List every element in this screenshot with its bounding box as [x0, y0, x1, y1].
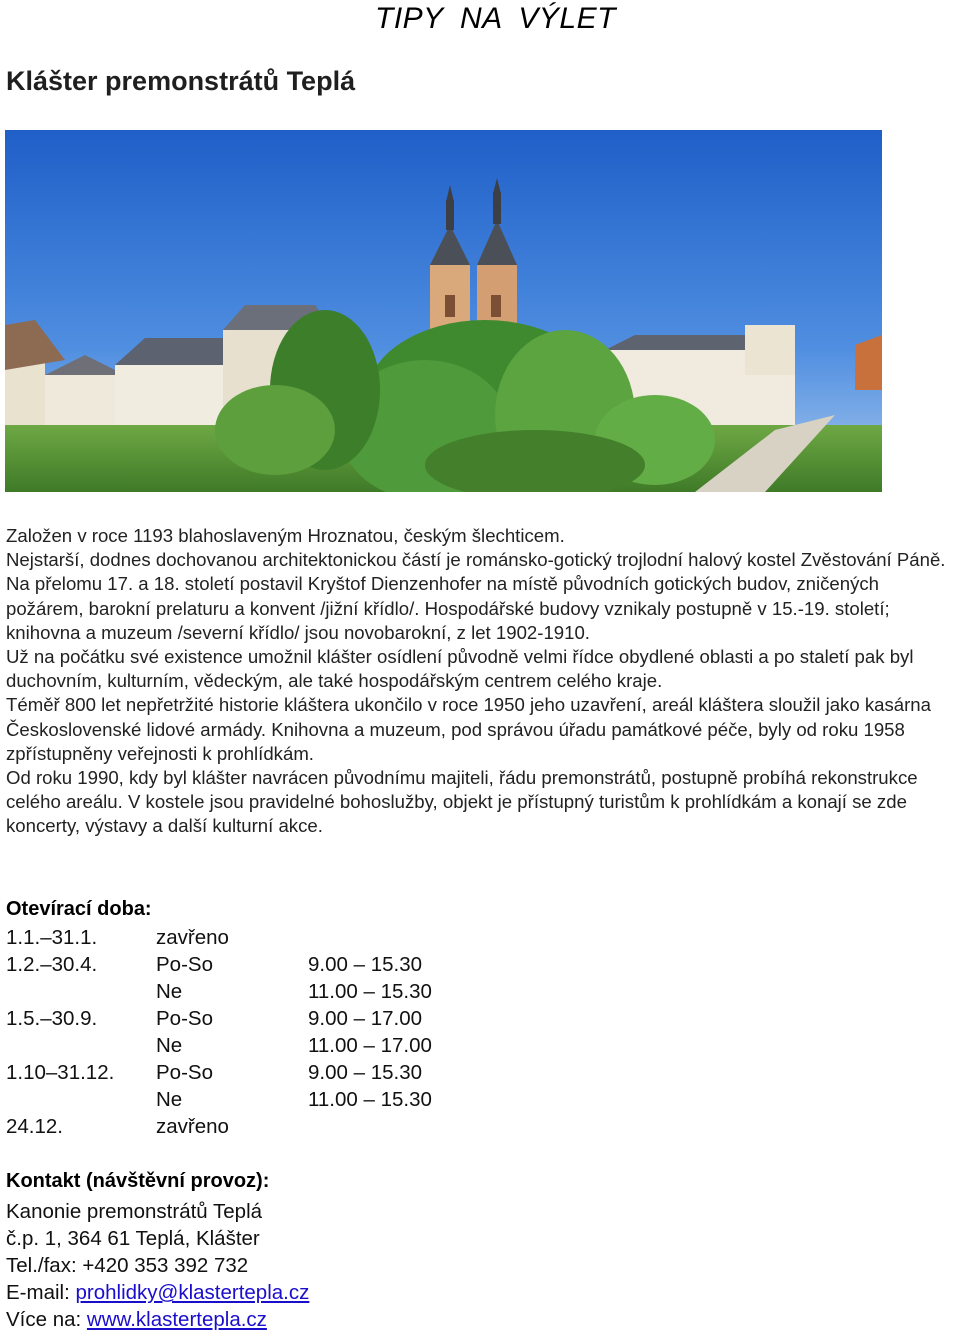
description-paragraph: Téměř 800 let nepřetržité historie kláštera ukončilo v roce 1950 jeho uzavření, areál kláštera sloužil jako kasárna Československé lidové armády. Knihovna a muzeum, pod správou úřadu památkové péče, byly od roku 1958 zpřístupněny veřejnosti k prohlídkám. — [6, 694, 931, 764]
hours-days: zavřeno — [156, 1115, 229, 1138]
hours-time: 11.00 – 17.00 — [308, 1034, 432, 1057]
hours-row — [6, 1113, 606, 1140]
page-title: Klášter premonstrátů Teplá — [6, 66, 356, 96]
hours-row — [6, 924, 606, 951]
hours-days: Po-So — [156, 1061, 213, 1084]
hours-row — [6, 1059, 606, 1086]
description-paragraph: Nejstarší, dodnes dochovanou architektonickou částí je románsko-gotický trojlodní halový kostel Zvěstování Páně. Na přelomu 17. a 18. století postavil Kryštof Dienzenhofer na místě původních gotických budov, zničených požárem, barokní prelaturu a konvent /jižní křídlo/. Hospodářské budovy vznikaly postupně v 15.-19. století; knihovna a muzeum /severní křídlo/ jsou novobarokní, z let 1902-1910. — [6, 549, 946, 643]
description-paragraph: Už na počátku své existence umožnil klášter osídlení původně velmi řídce obydlené oblasti a po staletí pak byl duchovním, kulturním, vědeckým, ale také hospodářským centrem celého kraje. — [6, 646, 914, 692]
hours-time: 9.00 – 15.30 — [308, 953, 422, 976]
hours-period: 1.1.–31.1. — [6, 926, 98, 949]
description-paragraph: Založen v roce 1193 blahoslaveným Hroznatou, českým šlechticem. — [6, 525, 565, 546]
contact-web-line — [6, 1306, 309, 1333]
hours-period: 1.2.–30.4. — [6, 953, 98, 976]
email-link[interactable]: prohlidky@klastertepla.cz — [75, 1281, 310, 1304]
contact-email-line — [6, 1279, 309, 1306]
hours-days: zavřeno — [156, 926, 229, 949]
hours-time: 11.00 – 15.30 — [308, 980, 432, 1003]
contact-address: č.p. 1, 364 61 Teplá, Klášter — [6, 1227, 260, 1250]
hours-days: Ne — [156, 1088, 183, 1111]
monastery-photo — [5, 130, 882, 492]
contact-block — [6, 1198, 309, 1333]
hours-days: Po-So — [156, 953, 213, 976]
contact-title: Kontakt (návštěvní provoz): — [6, 1170, 270, 1192]
hours-days: Po-So — [156, 1007, 213, 1030]
hours-row — [6, 951, 606, 978]
hours-period: 1.5.–30.9. — [6, 1007, 98, 1030]
hours-time: 9.00 – 15.30 — [308, 1061, 422, 1084]
hours-row — [6, 1086, 606, 1113]
header-title: TIPY NA VÝLET — [375, 2, 616, 35]
description — [6, 524, 956, 839]
hours-period: 24.12. — [6, 1115, 63, 1138]
hours-row — [6, 978, 606, 1005]
hours-days: Ne — [156, 1034, 183, 1057]
email-label: E-mail: — [6, 1281, 76, 1304]
contact-phone: Tel./fax: +420 353 392 732 — [6, 1254, 249, 1277]
web-label: Více na: — [6, 1308, 87, 1331]
hours-period: 1.10–31.12. — [6, 1061, 115, 1084]
hours-row — [6, 1005, 606, 1032]
opening-hours-table — [6, 924, 606, 1140]
website-link[interactable]: www.klastertepla.cz — [86, 1308, 267, 1331]
hours-time: 9.00 – 17.00 — [308, 1007, 422, 1030]
contact-name: Kanonie premonstrátů Teplá — [6, 1200, 263, 1223]
opening-hours-title: Otevírací doba: — [6, 898, 152, 920]
description-paragraph: Od roku 1990, kdy byl klášter navrácen původnímu majiteli, řádu premonstrátů, postupně probíhá rekonstrukce celého areálu. V kostele jsou pravidelné bohoslužby, objekt je přístupný turistům k prohlídkám a konají se zde koncerty, výstavy a další kulturní akce. — [6, 767, 918, 837]
hours-time: 11.00 – 15.30 — [308, 1088, 432, 1111]
hours-days: Ne — [156, 980, 183, 1003]
hours-row — [6, 1032, 606, 1059]
